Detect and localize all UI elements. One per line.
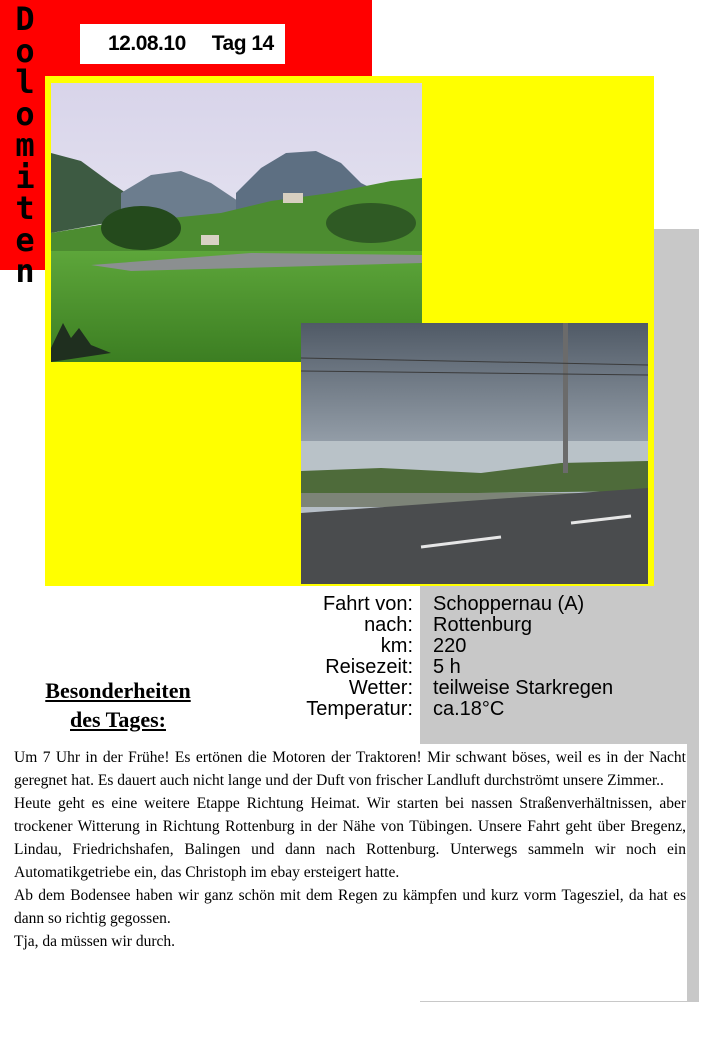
title-letter: n (15, 252, 35, 290)
vertical-title (8, 0, 42, 290)
report-paragraph: Um 7 Uhr in der Frühe! Es ertönen die Motoren der Traktoren! Mir schwant böses, weil es in der Nacht geregnet hat. Es dauert auch nicht lange und der Duft von frischer Landluft durchströmt unsere Zimmer.. (14, 749, 686, 789)
info-value-weather: teilweise Starkregen (433, 677, 614, 699)
info-value-temperature: ca.18°C (433, 698, 505, 720)
info-label-km: km: (380, 635, 413, 657)
lakeside-road-photo (301, 323, 648, 584)
day-text: Tag 14 (211, 32, 274, 55)
date-text: 12.08.10 (108, 32, 186, 55)
trip-info-labels (240, 594, 413, 720)
info-value-to: Rottenburg (433, 614, 532, 636)
gray-panel-edge (688, 229, 699, 1002)
heading-line-1: Besonderheiten (45, 678, 191, 703)
trip-info-values (433, 594, 693, 720)
title-letter: e (15, 220, 35, 259)
title-letter: l (15, 63, 35, 101)
date-box (80, 24, 285, 64)
title-letter: o (15, 31, 35, 70)
heading-line-2: des Tages: (70, 707, 166, 732)
title-letter: i (15, 157, 35, 196)
title-letter: m (15, 126, 35, 164)
section-heading (20, 676, 216, 734)
info-label-temperature: Temperatur: (306, 698, 413, 720)
mountain-meadow-photo (51, 83, 422, 362)
title-letter: o (15, 94, 35, 133)
info-label-weather: Wetter: (348, 677, 413, 699)
info-label-travel-time: Reisezeit: (325, 656, 413, 678)
title-letter: D (15, 0, 35, 38)
day-report-text (14, 744, 687, 1001)
info-label-to: nach: (364, 614, 413, 636)
info-value-km: 220 (433, 635, 467, 657)
title-letter: t (15, 189, 35, 227)
info-label-from: Fahrt von: (322, 593, 413, 615)
info-value-travel-time: 5 h (433, 656, 461, 678)
report-paragraph: Heute geht es eine weitere Etappe Richtung Heimat. Wir starten bei nassen Straßenverhältnissen, aber trockener Witterung in Richtung Rottenburg in der Nähe von Tübingen. Unsere Fahrt geht über Bregenz, Lindau, Friedrichshafen, Balingen und dann nach Rottenburg. Unterwegs sammeln wir noch ein Automatikgetriebe ein, das Christoph im ebay ersteigert hatte. (14, 795, 686, 881)
info-value-from: Schoppernau (A) (433, 593, 585, 615)
report-paragraph: Tja, da müssen wir durch. (14, 933, 175, 950)
report-paragraph: Ab dem Bodensee haben wir ganz schön mit dem Regen zu kämpfen und kurz vorm Tagesziel, da hat es dann so richtig gegossen. (14, 887, 686, 927)
